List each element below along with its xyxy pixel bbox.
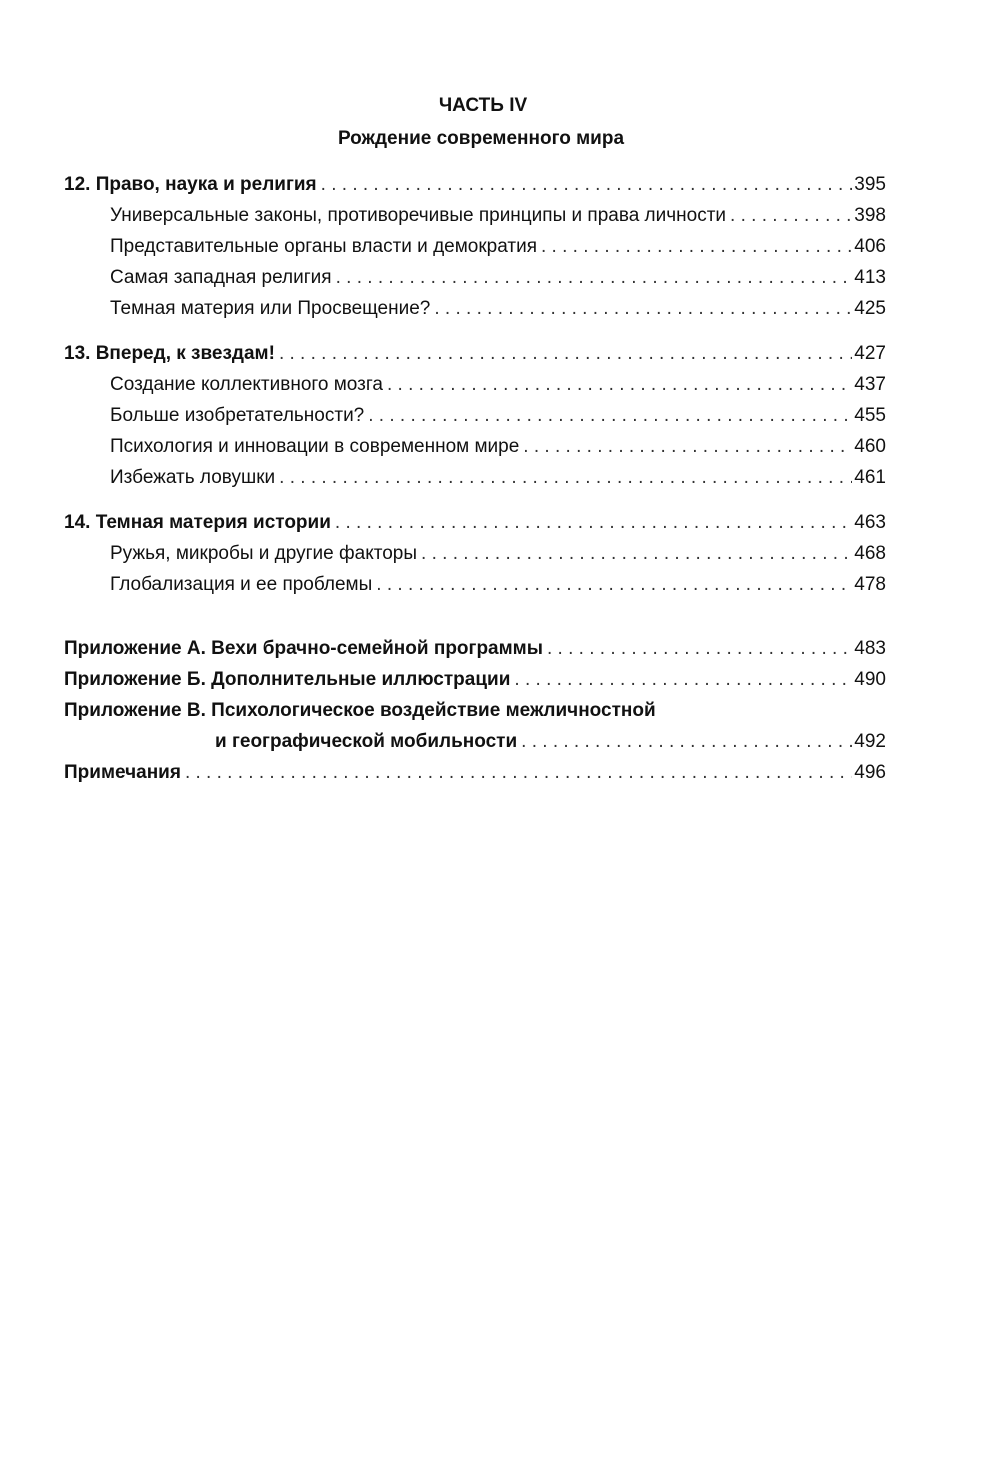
leader-dots	[279, 462, 852, 493]
chapter-title: 14. Темная материя истории	[64, 512, 331, 533]
appendix-title: Приложение Б. Дополнительные иллюстрации	[64, 669, 511, 690]
page-number: 478	[854, 574, 886, 595]
toc-chapter-13[interactable]	[64, 338, 886, 369]
page-number: 463	[854, 512, 886, 533]
chapter-title: 13. Вперед, к звездам!	[64, 343, 275, 364]
section-title: Самая западная религия	[110, 267, 332, 288]
toc-section[interactable]	[64, 200, 886, 231]
page-number: 427	[854, 343, 886, 364]
table-of-contents	[64, 169, 886, 788]
page-number: 460	[854, 436, 886, 457]
appendix-title: Приложение А. Вехи брачно-семейной программы	[64, 638, 543, 659]
page-number: 425	[854, 298, 886, 319]
toc-chapter-14[interactable]	[64, 507, 886, 538]
section-title: Больше изобретательности?	[110, 405, 365, 426]
section-title: Глобализация и ее проблемы	[110, 574, 373, 595]
toc-notes[interactable]	[64, 757, 886, 788]
section-title: Темная материя или Просвещение?	[110, 298, 431, 319]
leader-dots	[387, 369, 852, 400]
leader-dots	[376, 569, 852, 600]
toc-appendix-v-line1[interactable]	[64, 695, 886, 726]
page-number: 406	[854, 236, 886, 257]
page-number: 455	[854, 405, 886, 426]
toc-appendix-v-line2[interactable]	[64, 726, 886, 757]
section-title: Избежать ловушки	[110, 467, 276, 488]
toc-section[interactable]	[64, 569, 886, 600]
leader-dots	[547, 633, 852, 664]
leader-dots	[321, 169, 853, 200]
toc-section[interactable]	[64, 400, 886, 431]
part-label: ЧАСТЬ IV	[438, 95, 528, 116]
page-number: 490	[854, 669, 886, 690]
leader-dots	[434, 293, 852, 324]
page-number: 395	[854, 174, 886, 195]
toc-section[interactable]	[64, 462, 886, 493]
page-number: 492	[854, 731, 886, 752]
chapter-title: 12. Право, наука и религия	[64, 174, 317, 195]
toc-chapter-12[interactable]	[64, 169, 886, 200]
leader-dots	[521, 726, 852, 757]
section-title: Ружья, микробы и другие факторы	[110, 543, 418, 564]
page-number: 496	[854, 762, 886, 783]
toc-appendix-a[interactable]	[64, 633, 886, 664]
leader-dots	[514, 664, 852, 695]
page-number: 437	[854, 374, 886, 395]
leader-dots	[279, 338, 852, 369]
leader-dots	[421, 538, 852, 569]
leader-dots	[336, 262, 853, 293]
leader-dots	[368, 400, 852, 431]
toc-section[interactable]	[64, 431, 886, 462]
part-title: Рождение современного мира	[337, 128, 625, 149]
section-title: Представительные органы власти и демократия	[110, 236, 537, 257]
page-number: 461	[854, 467, 886, 488]
page-number: 398	[854, 205, 886, 226]
toc-appendix-b[interactable]	[64, 664, 886, 695]
leader-dots	[730, 200, 852, 231]
section-title: Универсальные законы, противоречивые принципы и права личности	[110, 205, 727, 226]
page-number: 413	[854, 267, 886, 288]
section-title: Психология и инновации в современном мире	[110, 436, 520, 457]
page-number: 483	[854, 638, 886, 659]
toc-section[interactable]	[64, 262, 886, 293]
appendix-title-continued: и географической мобильности	[215, 731, 518, 752]
toc-section[interactable]	[64, 369, 886, 400]
toc-section[interactable]	[64, 293, 886, 324]
toc-section[interactable]	[64, 231, 886, 262]
toc-section[interactable]	[64, 538, 886, 569]
notes-title: Примечания	[64, 762, 181, 783]
appendix-title: Приложение В. Психологическое воздействие межличностной	[64, 700, 656, 721]
leader-dots	[541, 231, 852, 262]
leader-dots	[523, 431, 852, 462]
section-title: Создание коллективного мозга	[110, 374, 383, 395]
leader-dots	[185, 757, 852, 788]
page-number: 468	[854, 543, 886, 564]
leader-dots	[335, 507, 852, 538]
